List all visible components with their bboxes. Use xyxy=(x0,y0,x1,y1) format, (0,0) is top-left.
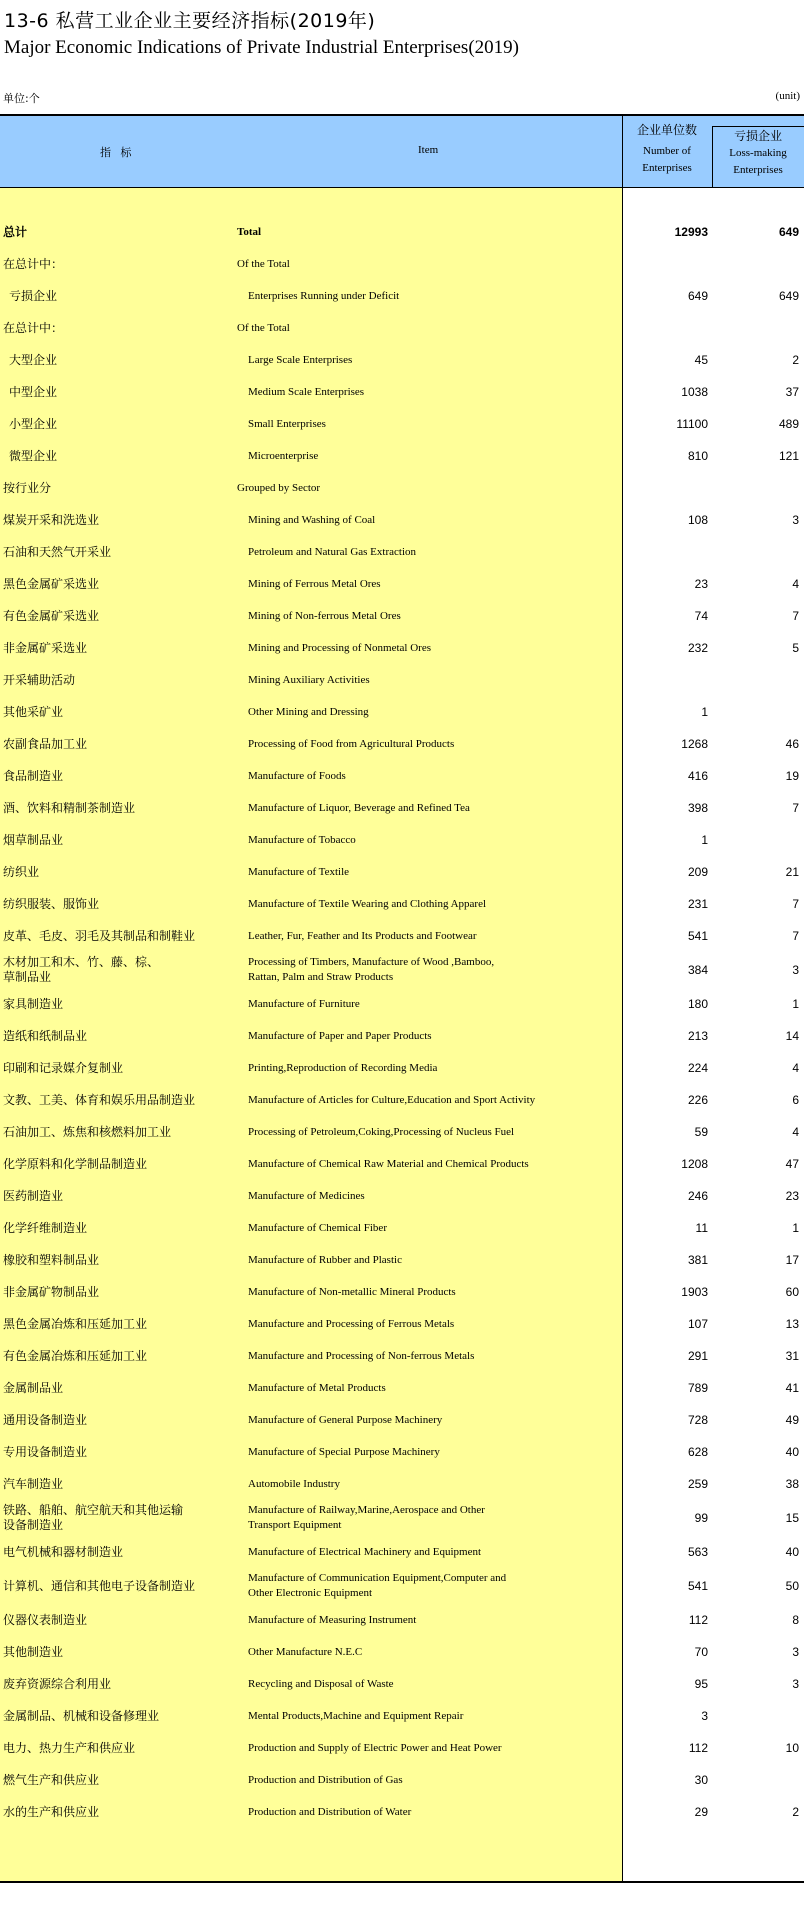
table-row xyxy=(0,1668,804,1700)
row-label-en: Of the Total xyxy=(237,257,290,270)
row-loss-making-enterprises: 23 xyxy=(785,1189,799,1203)
table-row xyxy=(0,1500,804,1536)
row-label-cn: 在总计中： xyxy=(3,256,64,271)
row-number-of-enterprises: 541 xyxy=(687,929,708,943)
row-loss-making-enterprises: 37 xyxy=(785,385,799,399)
row-loss-making-enterprises: 19 xyxy=(785,769,799,783)
table-row xyxy=(0,888,804,920)
row-loss-making-enterprises: 121 xyxy=(778,449,799,463)
row-label-cn: 非金属矿采选业 xyxy=(3,640,88,655)
row-label-cn: 铁路、船舶、航空航天和其他运输 设备制造业 xyxy=(3,1503,184,1532)
row-number-of-enterprises: 112 xyxy=(688,1613,708,1627)
row-loss-making-enterprises: 5 xyxy=(792,641,799,655)
row-label-cn: 汽车制造业 xyxy=(3,1476,64,1491)
row-label-en: Manufacture of Paper and Paper Products xyxy=(248,1029,432,1042)
row-label-cn: 水的生产和供应业 xyxy=(3,1804,100,1819)
table-row xyxy=(0,1084,804,1116)
row-number-of-enterprises: 1 xyxy=(701,833,708,847)
table-row xyxy=(0,1276,804,1308)
row-loss-making-enterprises: 41 xyxy=(785,1381,799,1395)
row-label-cn: 其他制造业 xyxy=(3,1644,64,1659)
row-number-of-enterprises: 259 xyxy=(687,1477,708,1491)
table-row xyxy=(0,472,804,504)
row-label-cn: 大型企业 xyxy=(9,352,58,367)
row-label-en: Production and Distribution of Water xyxy=(248,1805,412,1818)
row-loss-making-enterprises: 3 xyxy=(792,513,799,527)
row-label-en: Manufacture of Chemical Fiber xyxy=(248,1221,387,1234)
table-row xyxy=(0,1404,804,1436)
row-label-en: Manufacture of Tobacco xyxy=(248,833,356,846)
page-title-chinese: 13-6 私营工业企业主要经济指标(2019年) xyxy=(4,10,376,32)
table-row xyxy=(0,856,804,888)
table-row xyxy=(0,1340,804,1372)
row-loss-making-enterprises: 4 xyxy=(792,1125,799,1139)
row-loss-making-enterprises: 49 xyxy=(785,1413,799,1427)
page-title-english: Major Economic Indications of Private Industrial Enterprises(2019) xyxy=(4,37,519,58)
row-label-en: Leather, Fur, Feather and Its Products and Footwear xyxy=(248,929,477,942)
row-label-en: Manufacture of Rubber and Plastic xyxy=(248,1253,402,1266)
row-number-of-enterprises: 246 xyxy=(687,1189,708,1203)
row-number-of-enterprises xyxy=(622,248,708,280)
row-label-en: Mining and Washing of Coal xyxy=(248,513,376,526)
row-label-cn: 在总计中： xyxy=(3,320,64,335)
table-row xyxy=(0,1020,804,1052)
row-loss-making-enterprises: 1 xyxy=(792,1221,799,1235)
row-number-of-enterprises xyxy=(622,664,708,696)
row-number-of-enterprises: 213 xyxy=(687,1029,708,1043)
row-label-en: Manufacture and Processing of Ferrous Metals xyxy=(248,1317,455,1330)
header-item: Item xyxy=(418,144,439,156)
row-number-of-enterprises: 30 xyxy=(694,1773,708,1787)
row-loss-making-enterprises: 31 xyxy=(785,1349,799,1363)
row-number-of-enterprises: 12993 xyxy=(674,225,708,239)
header-loss-making xyxy=(712,128,804,179)
top-rule xyxy=(0,114,804,116)
row-number-of-enterprises: 209 xyxy=(687,865,708,879)
row-label-en: Manufacture of Communication Equipment,Computer and Other Electronic Equipment xyxy=(248,1572,507,1599)
table-row xyxy=(0,1212,804,1244)
row-label-en: Grouped by Sector xyxy=(237,481,321,494)
table-row xyxy=(0,1636,804,1668)
row-label-en: Manufacture of Chemical Raw Material and Chemical Products xyxy=(248,1157,529,1170)
row-label-en: Mining of Non-ferrous Metal Ores xyxy=(248,609,401,622)
row-loss-making-enterprises: 40 xyxy=(785,1545,799,1559)
row-number-of-enterprises: 398 xyxy=(687,801,708,815)
bottom-rule xyxy=(0,1881,804,1883)
row-label-cn: 纺织业 xyxy=(3,864,40,879)
row-number-of-enterprises: 3 xyxy=(701,1709,708,1723)
row-label-en: Manufacture of Liquor, Beverage and Refined Tea xyxy=(248,801,470,814)
row-label-en: Other Manufacture N.E.C xyxy=(248,1645,363,1658)
table-row xyxy=(0,1536,804,1568)
table-row xyxy=(0,728,804,760)
header-col1-cn: 企业单位数 xyxy=(636,123,697,137)
row-label-cn: 医药制造业 xyxy=(3,1188,64,1203)
row-number-of-enterprises xyxy=(622,472,708,504)
row-loss-making-enterprises: 6 xyxy=(792,1093,799,1107)
row-number-of-enterprises: 99 xyxy=(694,1511,708,1525)
table-row xyxy=(0,1796,804,1828)
row-loss-making-enterprises: 40 xyxy=(785,1445,799,1459)
row-label-en: Enterprises Running under Deficit xyxy=(248,289,400,302)
table-row xyxy=(0,344,804,376)
row-loss-making-enterprises: 17 xyxy=(785,1253,799,1267)
row-label-cn: 酒、饮料和精制茶制造业 xyxy=(3,800,136,815)
row-loss-making-enterprises: 7 xyxy=(792,801,799,815)
row-number-of-enterprises: 59 xyxy=(694,1125,708,1139)
row-label-cn: 黑色金属冶炼和压延加工业 xyxy=(3,1316,148,1331)
row-label-cn: 农副食品加工业 xyxy=(3,736,88,751)
row-label-en: Manufacture of Special Purpose Machinery xyxy=(248,1445,440,1458)
row-number-of-enterprises: 628 xyxy=(687,1445,708,1459)
row-label-cn: 微型企业 xyxy=(9,448,58,463)
row-number-of-enterprises: 789 xyxy=(687,1381,708,1395)
row-number-of-enterprises: 416 xyxy=(687,769,708,783)
row-number-of-enterprises: 70 xyxy=(694,1645,708,1659)
table-row xyxy=(0,1732,804,1764)
row-label-en: Production and Supply of Electric Power and Heat Power xyxy=(248,1741,502,1754)
table-row xyxy=(0,312,804,344)
row-label-en: Processing of Food from Agricultural Products xyxy=(248,737,455,750)
row-label-en: Medium Scale Enterprises xyxy=(248,385,365,398)
table-row xyxy=(0,664,804,696)
row-number-of-enterprises: 11100 xyxy=(676,417,708,431)
row-label-cn: 文教、工美、体育和娱乐用品制造业 xyxy=(3,1092,196,1107)
row-number-of-enterprises: 108 xyxy=(687,513,708,527)
row-label-cn: 有色金属冶炼和压延加工业 xyxy=(3,1348,148,1363)
table-row xyxy=(0,1116,804,1148)
table-row xyxy=(0,280,804,312)
row-loss-making-enterprises: 13 xyxy=(785,1317,799,1331)
row-label-en: Mining of Ferrous Metal Ores xyxy=(248,577,381,590)
table-row xyxy=(0,792,804,824)
table-row xyxy=(0,1604,804,1636)
unit-label-english: (unit) xyxy=(775,90,800,102)
row-label-cn: 木材加工和木、竹、藤、棕、 草制品业 xyxy=(3,955,160,984)
row-number-of-enterprises: 224 xyxy=(687,1061,708,1075)
row-label-en: Manufacture of Textile xyxy=(248,865,350,878)
row-label-en: Processing of Petroleum,Coking,Processing of Nucleus Fuel xyxy=(248,1125,515,1138)
row-label-en: Manufacture of Measuring Instrument xyxy=(248,1613,417,1626)
row-number-of-enterprises xyxy=(622,536,708,568)
row-label-cn: 电气机械和器材制造业 xyxy=(3,1544,124,1559)
row-label-en: Manufacture of Non-metallic Mineral Products xyxy=(248,1285,456,1298)
table-rows xyxy=(0,216,804,1828)
table-row xyxy=(0,600,804,632)
row-loss-making-enterprises: 4 xyxy=(792,577,799,591)
table-row xyxy=(0,408,804,440)
row-label-en: Mental Products,Machine and Equipment Repair xyxy=(248,1709,464,1722)
row-label-cn: 通用设备制造业 xyxy=(3,1412,88,1427)
row-label-cn: 造纸和纸制品业 xyxy=(3,1028,88,1043)
row-number-of-enterprises: 649 xyxy=(687,289,708,303)
row-number-of-enterprises: 45 xyxy=(694,353,708,367)
row-label-cn: 总计 xyxy=(3,224,28,239)
table-row xyxy=(0,1244,804,1276)
table-row xyxy=(0,1436,804,1468)
row-label-cn: 计算机、通信和其他电子设备制造业 xyxy=(3,1578,196,1593)
row-number-of-enterprises: 231 xyxy=(687,897,708,911)
row-label-cn: 煤炭开采和洗选业 xyxy=(3,512,100,527)
table-row xyxy=(0,988,804,1020)
row-loss-making-enterprises xyxy=(712,248,799,280)
row-label-en: Printing,Reproduction of Recording Media xyxy=(248,1061,438,1074)
row-number-of-enterprises: 23 xyxy=(694,577,708,591)
row-number-of-enterprises: 541 xyxy=(687,1579,708,1593)
row-label-cn: 食品制造业 xyxy=(3,768,64,783)
row-loss-making-enterprises xyxy=(712,536,799,568)
table-row xyxy=(0,1148,804,1180)
header-indicator: 指 标 xyxy=(100,146,135,159)
row-loss-making-enterprises: 46 xyxy=(785,737,799,751)
row-label-cn: 专用设备制造业 xyxy=(3,1444,88,1459)
table-row xyxy=(0,216,804,248)
row-number-of-enterprises: 384 xyxy=(687,963,708,977)
row-label-en: Production and Distribution of Gas xyxy=(248,1773,403,1786)
table-row xyxy=(0,696,804,728)
table-row xyxy=(0,440,804,472)
row-loss-making-enterprises: 649 xyxy=(778,289,799,303)
row-label-cn: 有色金属矿采选业 xyxy=(3,608,100,623)
table-row xyxy=(0,760,804,792)
row-number-of-enterprises: 180 xyxy=(687,997,708,1011)
table-row xyxy=(0,504,804,536)
row-label-cn: 印刷和记录媒介复制业 xyxy=(3,1060,124,1075)
row-label-en: Other Mining and Dressing xyxy=(248,705,369,718)
unit-label-chinese: 单位:个 xyxy=(3,92,40,105)
row-label-cn: 石油和天然气开采业 xyxy=(3,544,112,559)
row-loss-making-enterprises: 38 xyxy=(785,1477,799,1491)
table-row xyxy=(0,632,804,664)
row-number-of-enterprises: 226 xyxy=(687,1093,708,1107)
row-loss-making-enterprises: 60 xyxy=(785,1285,799,1299)
row-label-en: Manufacture of Railway,Marine,Aerospace and Other Transport Equipment xyxy=(248,1504,485,1531)
row-label-en: Manufacture and Processing of Non-ferrous Metals xyxy=(248,1349,475,1362)
header-subrule xyxy=(712,126,804,127)
row-label-cn: 废弃资源综合利用业 xyxy=(3,1676,112,1691)
row-loss-making-enterprises xyxy=(712,472,799,504)
row-label-cn: 金属制品、机械和设备修理业 xyxy=(3,1708,160,1723)
row-loss-making-enterprises: 1 xyxy=(792,997,799,1011)
row-number-of-enterprises: 1038 xyxy=(681,385,708,399)
row-number-of-enterprises: 1268 xyxy=(681,737,708,751)
row-number-of-enterprises: 810 xyxy=(687,449,708,463)
row-label-cn: 橡胶和塑料制品业 xyxy=(3,1252,100,1267)
row-number-of-enterprises: 1903 xyxy=(681,1285,708,1299)
row-loss-making-enterprises xyxy=(712,664,799,696)
table-row xyxy=(0,1052,804,1084)
row-loss-making-enterprises xyxy=(712,696,799,728)
statistics-table xyxy=(0,114,804,1883)
header-col1-en: Number of Enterprises xyxy=(642,145,692,174)
row-label-en: Manufacture of Electrical Machinery and Equipment xyxy=(248,1545,482,1558)
row-label-cn: 燃气生产和供应业 xyxy=(3,1772,100,1787)
row-number-of-enterprises: 74 xyxy=(694,609,708,623)
row-label-en: Small Enterprises xyxy=(248,417,326,430)
row-loss-making-enterprises: 7 xyxy=(792,897,799,911)
row-loss-making-enterprises: 3 xyxy=(792,1645,799,1659)
row-number-of-enterprises xyxy=(622,312,708,344)
row-label-cn: 亏损企业 xyxy=(9,288,58,303)
row-loss-making-enterprises xyxy=(712,1764,799,1796)
row-label-en: Manufacture of Furniture xyxy=(248,997,360,1010)
row-label-en: Large Scale Enterprises xyxy=(248,353,353,366)
row-label-cn: 化学纤维制造业 xyxy=(3,1220,88,1235)
row-label-cn: 按行业分 xyxy=(3,480,52,495)
header-rule xyxy=(0,187,804,188)
row-label-en: Of the Total xyxy=(237,321,290,334)
row-label-en: Processing of Timbers, Manufacture of Wood ,Bamboo, Rattan, Palm and Straw Products xyxy=(248,956,495,983)
row-number-of-enterprises: 1 xyxy=(701,705,708,719)
row-label-cn: 石油加工、炼焦和核燃料加工业 xyxy=(3,1124,172,1139)
table-row xyxy=(0,536,804,568)
row-label-cn: 金属制品业 xyxy=(3,1380,64,1395)
row-label-en: Microenterprise xyxy=(248,449,319,462)
row-loss-making-enterprises: 7 xyxy=(792,609,799,623)
table-row xyxy=(0,1700,804,1732)
header-col2-cn: 亏损企业 xyxy=(733,129,782,143)
row-number-of-enterprises: 1208 xyxy=(681,1157,708,1171)
row-label-cn: 非金属矿物制品业 xyxy=(3,1284,100,1299)
row-loss-making-enterprises: 21 xyxy=(785,865,799,879)
row-loss-making-enterprises xyxy=(712,824,799,856)
row-label-cn: 化学原料和化学制品制造业 xyxy=(3,1156,148,1171)
row-label-cn: 小型企业 xyxy=(9,416,58,431)
header-number-of-enterprises xyxy=(622,122,712,177)
table-row xyxy=(0,824,804,856)
row-label-cn: 纺织服装、服饰业 xyxy=(3,896,100,911)
table-row xyxy=(0,1764,804,1796)
row-label-en: Recycling and Disposal of Waste xyxy=(248,1677,394,1690)
row-loss-making-enterprises: 649 xyxy=(778,225,799,239)
row-label-en: Petroleum and Natural Gas Extraction xyxy=(248,545,417,558)
row-loss-making-enterprises: 4 xyxy=(792,1061,799,1075)
row-label-cn: 其他采矿业 xyxy=(3,704,64,719)
row-number-of-enterprises: 107 xyxy=(687,1317,708,1331)
row-label-en: Manufacture of Foods xyxy=(248,769,346,782)
table-row xyxy=(0,1372,804,1404)
row-number-of-enterprises: 563 xyxy=(687,1545,708,1559)
row-number-of-enterprises: 11 xyxy=(695,1221,708,1235)
row-loss-making-enterprises xyxy=(712,1700,799,1732)
row-loss-making-enterprises xyxy=(712,312,799,344)
row-label-cn: 烟草制品业 xyxy=(3,832,64,847)
row-label-cn: 家具制造业 xyxy=(3,996,64,1011)
row-label-en: Mining Auxiliary Activities xyxy=(248,673,370,686)
row-label-en: Manufacture of Articles for Culture,Education and Sport Activity xyxy=(248,1093,536,1106)
row-label-en: Mining and Processing of Nonmetal Ores xyxy=(248,641,431,654)
row-number-of-enterprises: 29 xyxy=(694,1805,708,1819)
row-label-en: Manufacture of Medicines xyxy=(248,1189,365,1202)
row-label-cn: 开采辅助活动 xyxy=(3,672,76,687)
table-row xyxy=(0,952,804,988)
row-loss-making-enterprises: 50 xyxy=(785,1579,799,1593)
table-row xyxy=(0,376,804,408)
row-number-of-enterprises: 232 xyxy=(687,641,708,655)
row-label-en: Manufacture of Textile Wearing and Clothing Apparel xyxy=(248,897,487,910)
row-label-en: Automobile Industry xyxy=(248,1477,340,1490)
row-number-of-enterprises: 95 xyxy=(694,1677,708,1691)
row-number-of-enterprises: 112 xyxy=(688,1741,708,1755)
row-loss-making-enterprises: 14 xyxy=(785,1029,799,1043)
row-label-cn: 电力、热力生产和供应业 xyxy=(3,1740,136,1755)
row-label-en: Manufacture of Metal Products xyxy=(248,1381,386,1394)
row-loss-making-enterprises: 2 xyxy=(792,353,799,367)
row-label-cn: 皮革、毛皮、羽毛及其制品和制鞋业 xyxy=(3,928,196,943)
table-row xyxy=(0,248,804,280)
row-number-of-enterprises: 381 xyxy=(687,1253,708,1267)
row-number-of-enterprises: 728 xyxy=(687,1413,708,1427)
row-loss-making-enterprises: 489 xyxy=(778,417,799,431)
table-row xyxy=(0,1568,804,1604)
row-loss-making-enterprises: 8 xyxy=(792,1613,799,1627)
row-label-cn: 仪器仪表制造业 xyxy=(3,1612,88,1627)
row-loss-making-enterprises: 47 xyxy=(785,1157,799,1171)
row-loss-making-enterprises: 10 xyxy=(785,1741,799,1755)
row-label-cn: 黑色金属矿采选业 xyxy=(3,576,100,591)
table-row xyxy=(0,568,804,600)
row-label-en: Total xyxy=(237,225,262,238)
row-loss-making-enterprises: 2 xyxy=(792,1805,799,1819)
row-loss-making-enterprises: 7 xyxy=(792,929,799,943)
row-label-cn: 中型企业 xyxy=(9,384,58,399)
table-row xyxy=(0,1468,804,1500)
table-row xyxy=(0,1308,804,1340)
row-loss-making-enterprises: 15 xyxy=(785,1511,799,1525)
row-label-en: Manufacture of General Purpose Machinery xyxy=(248,1413,443,1426)
row-number-of-enterprises: 291 xyxy=(687,1349,708,1363)
table-row xyxy=(0,920,804,952)
header-col2-en: Loss-making Enterprises xyxy=(729,147,787,176)
table-row xyxy=(0,1180,804,1212)
row-loss-making-enterprises: 3 xyxy=(792,963,799,977)
row-loss-making-enterprises: 3 xyxy=(792,1677,799,1691)
